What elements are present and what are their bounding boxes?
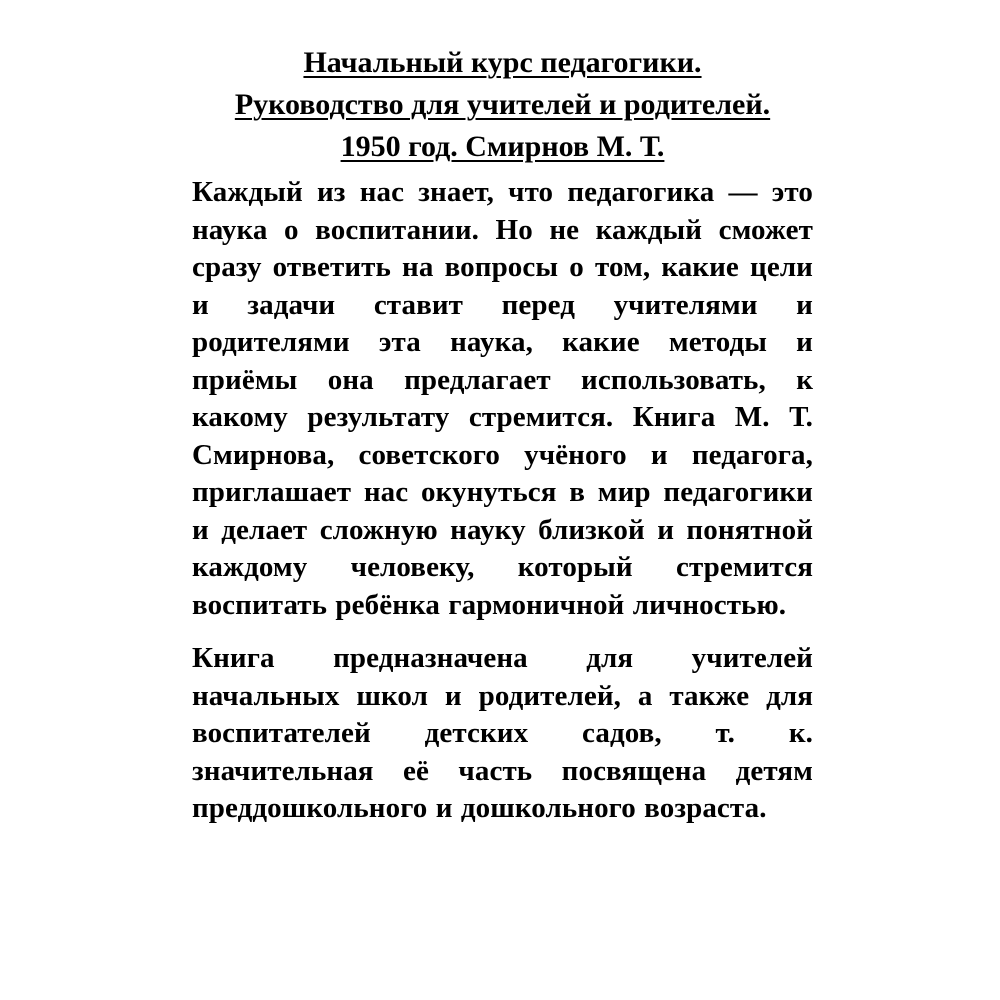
title-line-1: Начальный курс педагогики. bbox=[303, 46, 702, 79]
description-paragraph-2: Книга предназначена для учителей начальных школ и родителей, а также для воспитателей детских садов, т. к. значительная её часть посвящена детям преддошкольного и дошкольного возраста. bbox=[192, 642, 813, 824]
document-page bbox=[192, 42, 813, 828]
title-line-3: 1950 год. Смирнов М. Т. bbox=[340, 130, 665, 163]
document-title bbox=[192, 42, 813, 168]
description-paragraph-1: Каждый из нас знает, что педагогика — это наука о воспитании. Но не каждый сможет сразу ответить на вопросы о том, какие цели и задачи ставит перед учителями и родителями эта наука, какие методы и приёмы она предлагает использовать, к какому результату стремится. Книга М. Т. Смирнова, советского учёного и педагога, приглашает нас окунуться в мир педагогики и делает сложную науку близкой и понятной каждому человеку, который стремится воспитать ребёнка гармоничной личностью. bbox=[192, 176, 813, 621]
title-line-2: Руководство для учителей и родителей. bbox=[234, 88, 771, 121]
